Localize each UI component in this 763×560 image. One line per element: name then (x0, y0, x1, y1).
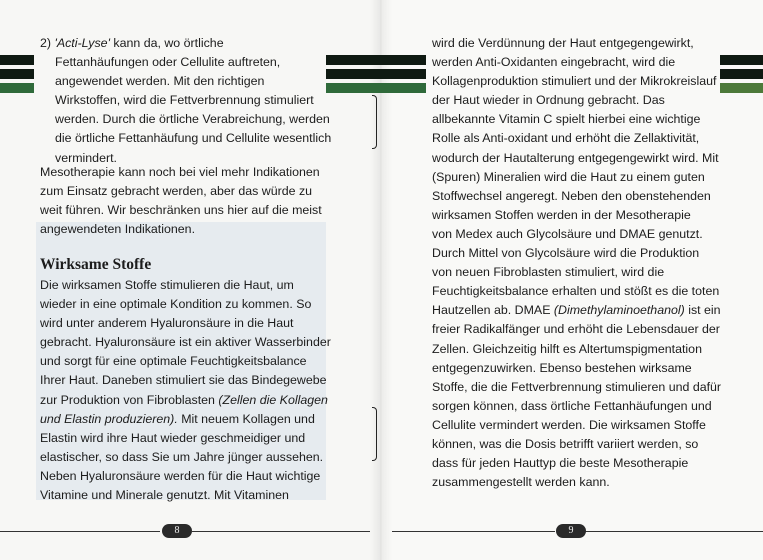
text-line: Zellen. Gleichzeitig hilft es Altertumspigmentation (432, 341, 702, 356)
text-line: Stoffe, die die Fettverbrennung stimulieren und dafür (432, 379, 722, 394)
text-line: Elastin wird ihre Haut wieder geschmeidiger und (40, 430, 306, 445)
paragraph-right-page (432, 34, 721, 492)
text-line: Cellulite vermindert werden. Die wirksamen Stoffe (432, 417, 706, 432)
text-line: weit führen. Wir beschränken uns hier auf die meist (40, 203, 322, 218)
list-line: Wirkstoffen, wird die Fettverbrennung stimuliert (55, 93, 314, 108)
text-line: dass für jeden Hauttyp die beste Mesotherapie (432, 456, 689, 471)
text-line: entgegenzuwirken. Ebenso bestehen wirksame (432, 360, 692, 375)
binding-bracket-bottom (372, 407, 377, 461)
text-line: (Spuren) Mineralien wird die Haut zu einem guten (432, 169, 705, 184)
section-heading: Wirksame Stoffe (40, 256, 152, 273)
decorative-stripes-right (720, 55, 763, 97)
text-line: und Elastin produzieren). Mit neuem Kollagen und (40, 411, 315, 426)
list-line: Fettanhäufungen oder Cellulite auftreten, (55, 55, 281, 70)
text-line: sorgen können, dass örtliche Fettanhäufungen und (432, 398, 712, 413)
footer-rule (392, 531, 555, 532)
page-number-right: 9 (556, 524, 586, 538)
text-line: zusammengestellt werden kann. (432, 475, 610, 490)
text-line: zum Einsatz gebracht werden, aber das würde zu (40, 184, 313, 199)
text-line: können, was die Dosis betrifft variiert werden, so (432, 436, 699, 451)
text-line: Durch Mittel von Glycolsäure wird die Produktion (432, 246, 700, 261)
text-line: Feuchtigkeitsbalance erhalten und stößt es die toten (432, 284, 720, 299)
text-line: der Haut wieder in Ordnung gebracht. Das (432, 93, 665, 108)
text-line: werden Anti-Oxidanten eingebracht, wird die (432, 55, 676, 70)
text-line: Hautzellen ab. DMAE (Dimethylaminoethanol) ist ein (432, 303, 721, 318)
text-line: Neben Hyaluronsäure werden für die Haut wichtige (40, 468, 321, 483)
text-line: Ihrer Haut. Daneben stimuliert sie das Bindegewebe (40, 373, 327, 388)
list-line-1: 2) 'Acti-Lyse' kann da, wo örtliche (40, 36, 224, 50)
text-line: freier Radikalfänger und erhöht die Lebensdauer der (432, 322, 720, 337)
decorative-stripes-left (0, 55, 34, 97)
text-line: wird die Verdünnung der Haut entgegengewirkt, (432, 36, 694, 50)
text-line: elastischer, so dass Sie um Jahre jünger aussehen. (40, 449, 324, 464)
text-line: angewendeten Indikationen. (40, 222, 196, 237)
text-line: und sorgt für eine optimale Feuchtigkeitsbalance (40, 354, 307, 369)
text-line: Stoffwechsel angeregt. Neben den obenstehenden (432, 188, 711, 203)
footer-rule (585, 531, 763, 532)
list-line: die örtliche Fettanhäufung und Cellulite wesentlich (55, 131, 332, 146)
page-number-left: 8 (162, 524, 192, 538)
text-line: von Medex auch Glycolsäure und DMAE genutzt. (432, 226, 703, 241)
paragraph-wirksame-stoffe (40, 276, 331, 505)
text-line: zur Produktion von Fibroblasten (Zellen die Kollagen (40, 392, 328, 407)
text-line: allbekannte Vitamin C spielt hierbei eine wichtige (432, 112, 701, 127)
text-line: Mesotherapie kann noch bei viel mehr Indikationen (40, 165, 320, 179)
text-line: wieder in eine optimale Kondition zu kommen. So (40, 297, 312, 312)
list-item-acti-lyse (40, 34, 331, 168)
text-line: Die wirksamen Stoffe stimulieren die Haut, um (40, 278, 294, 292)
binding-bracket-top (372, 95, 377, 149)
text-line: wird unter anderem Hyaluronsäure in die Haut (40, 316, 294, 331)
text-line: Kollagenproduktion stimuliert und der Mikrokreislauf (432, 74, 717, 89)
decorative-stripes-center (326, 55, 426, 97)
text-line: von neuen Fibroblasten stimuliert, wird die (432, 265, 665, 280)
text-line: wirksamen Stoffen werden in der Mesotherapie (432, 207, 691, 222)
list-line: werden. Durch die örtliche Verabreichung, werden (55, 112, 330, 127)
list-line: angewendet werden. Mit den richtigen (55, 74, 265, 89)
text-line: wodurch der Hautalterung entgegengewirkt wird. Mit (432, 150, 719, 165)
text-line: Rolle als Anti-oxidant und erhöht die Zellaktivität, (432, 131, 700, 146)
footer-rule (0, 531, 160, 532)
footer-rule (192, 531, 370, 532)
text-line: Vitamine und Minerale genutzt. Mit Vitaminen (40, 488, 289, 503)
list-line: vermindert. (55, 150, 117, 165)
text-line: gebracht. Hyaluronsäure ist ein aktiver Wasserbinder (40, 335, 331, 350)
paragraph-indications (40, 163, 322, 239)
